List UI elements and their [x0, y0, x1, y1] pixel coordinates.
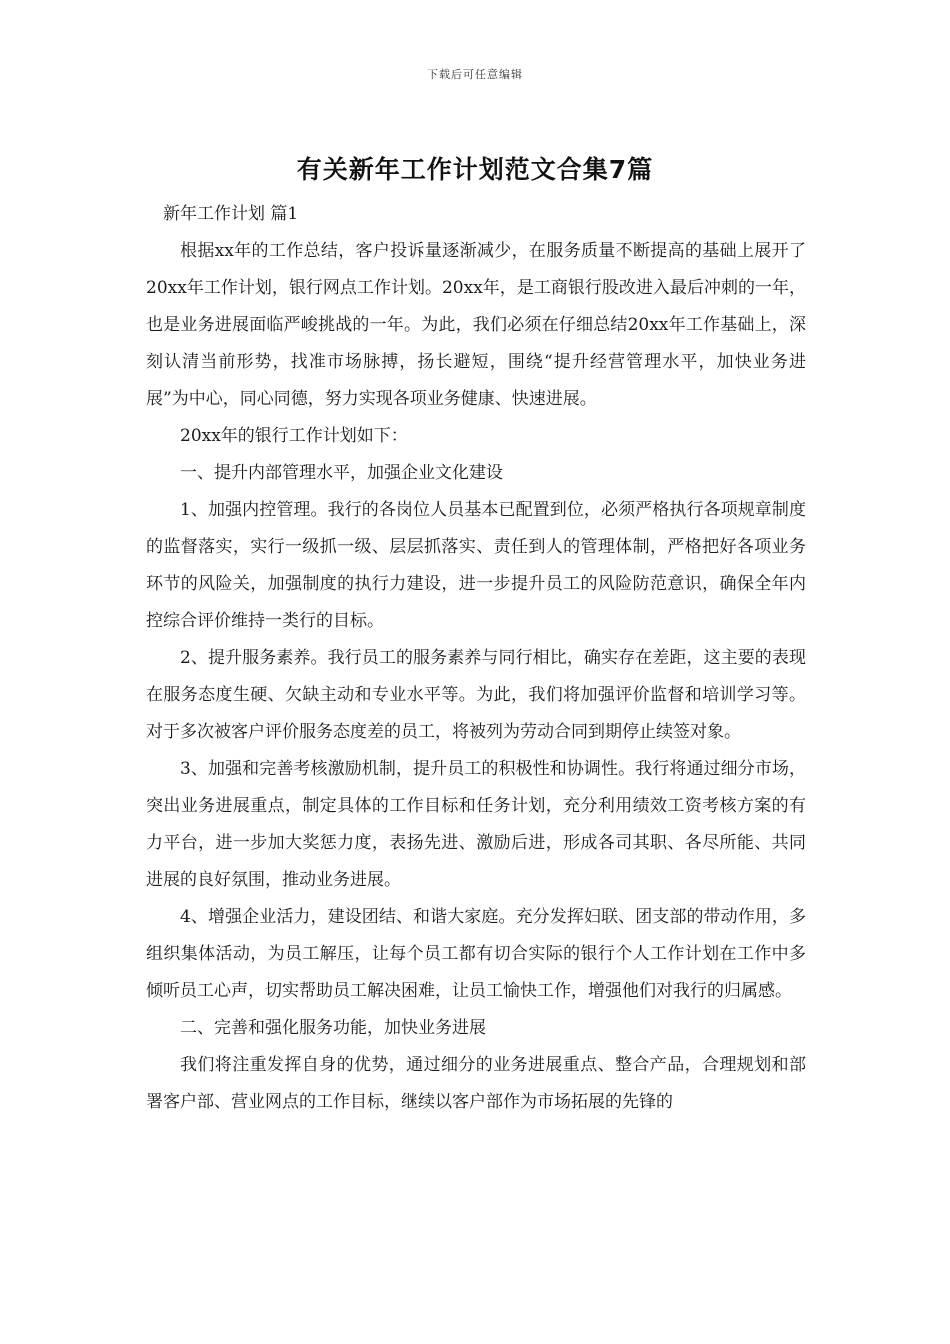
paragraph: 20xx年的银行工作计划如下： [180, 426, 408, 446]
page-header-note: 下载后可任意编辑 [427, 68, 523, 81]
paragraph: 3、加强和完善考核激励机制，提升员工的积极性和协调性。我行将通过细分市场，突出业务进展重点，制定具体的工作目标和任务计划，充分利用绩效工资考核方案的有力平台，进一步加大奖惩力度，表扬先进、激励后进，形成各司其职、各尽所能、共同进展的良好氛围，推动业务进展。 [146, 759, 806, 890]
paragraph: 根据xx年的工作总结，客户投诉量逐渐减少，在服务质量不断提高的基础上展开了20xx年工作计划，银行网点工作计划。20xx年，是工商银行股改进入最后冲刺的一年，也是业务进展面临严峻挑战的一年。为此，我们必须在仔细总结20xx年工作基础上，深刻认清当前形势，找准市场脉搏，扬长避短，围绕“提升经营管理水平，加快业务进展”为中心，同心同德，努力实现各项业务健康、快速进展。 [146, 241, 806, 409]
document-title: 有关新年工作计划范文合集7篇 [296, 155, 654, 184]
paragraph: 2、提升服务素养。我行员工的服务素养与同行相比，确实存在差距，这主要的表现在服务态度生硬、欠缺主动和专业水平等。为此，我们将加强评价监督和培训学习等。对于多次被客户评价服务态度差的员工，将被列为劳动合同到期停止续签对象。 [146, 648, 806, 742]
section-subtitle: 新年工作计划 篇1 [163, 204, 299, 224]
section-heading: 一、提升内部管理水平，加强企业文化建设 [180, 463, 503, 483]
document-body [146, 196, 806, 1121]
paragraph: 1、加强内控管理。我行的各岗位人员基本已配置到位，必须严格执行各项规章制度的监督落实，实行一级抓一级、层层抓落实、责任到人的管理体制，严格把好各项业务环节的风险关，加强制度的执行力建设，进一步提升员工的风险防范意识，确保全年内控综合评价维持一类行的目标。 [146, 500, 806, 631]
paragraph: 4、增强企业活力，建设团结、和谐大家庭。充分发挥妇联、团支部的带动作用，多组织集体活动，为员工解压，让每个员工都有切合实际的银行个人工作计划在工作中多倾听员工心声，切实帮助员工解决困难，让员工愉快工作，增强他们对我行的归属感。 [146, 907, 806, 1001]
paragraph: 我们将注重发挥自身的优势，通过细分的业务进展重点、整合产品，合理规划和部署客户部、营业网点的工作目标，继续以客户部作为市场拓展的先锋的 [146, 1055, 806, 1112]
section-heading: 二、完善和强化服务功能，加快业务进展 [180, 1018, 486, 1038]
